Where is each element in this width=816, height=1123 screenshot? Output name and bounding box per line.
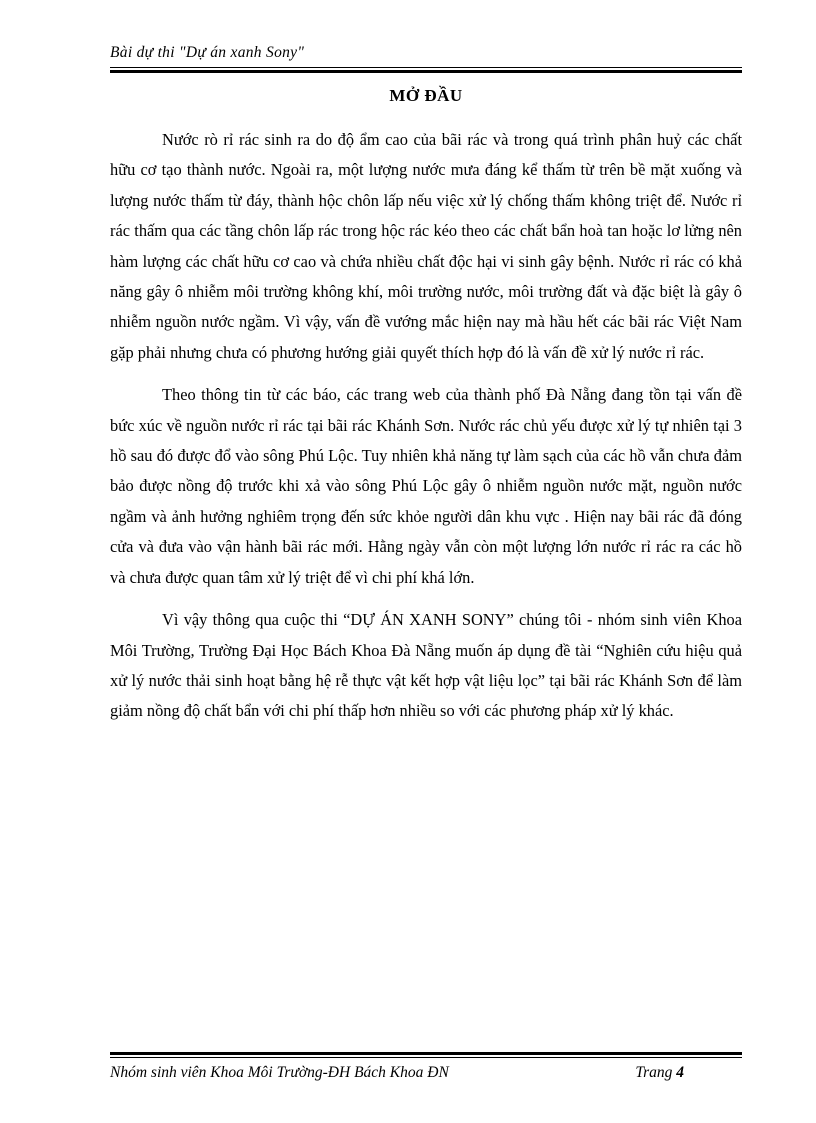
footer-text: Nhóm sinh viên Khoa Môi Trường-ĐH Bách Khoa ĐN [110,1064,449,1081]
page-footer [110,1064,742,1088]
page-header [110,44,742,62]
paragraph-3: Vì vậy thông qua cuộc thi “DỰ ÁN XANH SONY” chúng tôi - nhóm sinh viên Khoa Môi Trường, Trường Đại Học Bách Khoa Đà Nẵng muốn áp dụng đề tài “Nghiên cứu hiệu quả xử lý nước thải sinh hoạt bằng hệ rễ thực vật kết hợp vật liệu lọc” tại bãi rác Khánh Sơn để làm giảm nồng độ chất bẩn với chi phí thấp hơn nhiều so với các phương pháp xử lý khác. [110,610,742,721]
document-body [110,125,742,727]
paragraph-2: Theo thông tin từ các báo, các trang web của thành phố Đà Nẵng đang tồn tại vấn đề bức xúc về nguồn nước rỉ rác tại bãi rác Khánh Sơn. Nước rác chủ yếu được xử lý tự nhiên tại 3 hồ sau đó được đổ vào sông Phú Lộc. Tuy nhiên khả năng tự làm sạch của các hồ vẫn chưa đảm bảo được nồng độ trước khi xả vào sông Phú Lộc gây ô nhiễm nguồn nước mặt, nguồn nước ngầm và ảnh hưởng nghiêm trọng đến sức khỏe người dân khu vực . Hiện nay bãi rác đã đóng cửa và đưa vào vận hành bãi rác mới. Hằng ngày vẫn còn một lượng lớn nước rỉ rác ra các hồ và chưa được quan tâm xử lý triệt để vì chi phí khá lớn. [110,385,742,587]
header-text: Bài dự thi "Dự án xanh Sony" [110,44,305,61]
page-label: Trang [635,1064,673,1081]
header-rule-thin [110,67,742,68]
paragraph-1: Nước rò rỉ rác sinh ra do độ ẩm cao của bãi rác và trong quá trình phân huỷ các chất hữu cơ tạo thành nước. Ngoài ra, một lượng nước mưa đáng kể thấm từ trên bề mặt xuống và lượng nước thấm từ đáy, thành hộc chôn lấp nếu việc xử lý chống thấm không triệt để. Nước rỉ rác thấm qua các tầng chôn lấp rác trong hộc rác kéo theo các chất bẩn hoà tan hoặc lơ lửng nên hàm lượng các chất hữu cơ cao và chứa nhiều chất độc hại vi sinh gây bệnh. Nước rỉ rác có khả năng gây ô nhiễm môi trường không khí, môi trường nước, môi trường đất và đặc biệt là gây ô nhiễm nguồn nước ngầm. Vì vậy, vấn đề vướng mắc hiện nay mà hầu hết các bãi rác Việt Nam gặp phải nhưng chưa có phương hướng giải quyết thích hợp đó là vấn đề xử lý nước rỉ rác. [110,130,742,362]
header-rule-thick [110,70,742,73]
footer-rule-thin [110,1057,742,1058]
page-title: MỞ ĐẦU [389,86,463,105]
footer-rule-thick [110,1052,742,1055]
page-number-block [635,1064,684,1082]
page-number: 4 [676,1064,684,1081]
